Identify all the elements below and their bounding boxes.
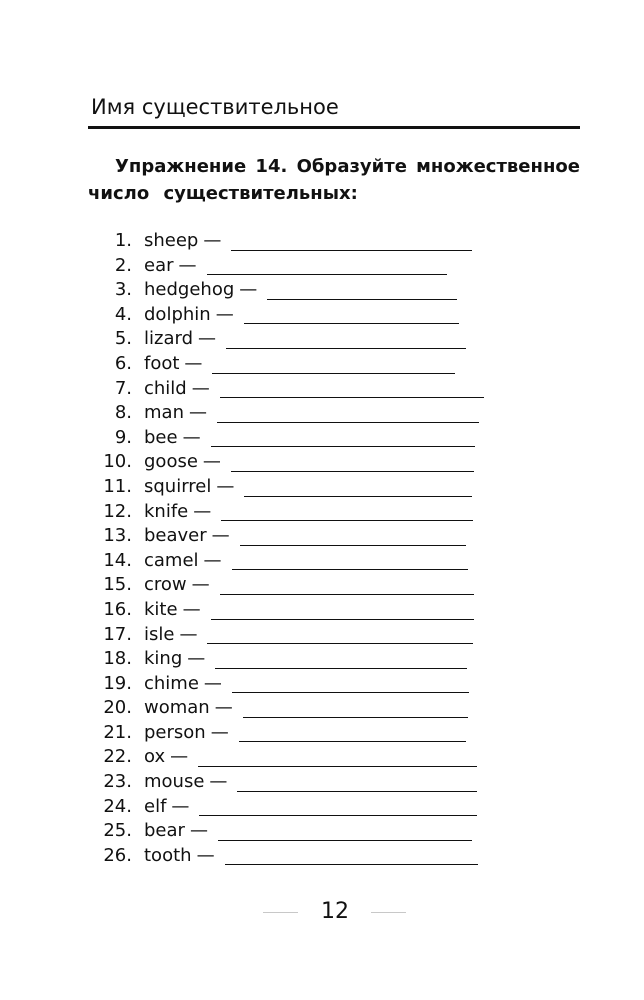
word-text: woman	[144, 697, 210, 719]
exercise-item	[90, 450, 490, 475]
item-word	[144, 229, 221, 254]
dash-separator: —	[216, 475, 235, 497]
answer-blank[interactable]	[215, 668, 467, 669]
word-text: ear	[144, 254, 174, 276]
dash-separator: —	[182, 426, 201, 448]
answer-blank[interactable]	[199, 815, 477, 816]
answer-blank[interactable]	[231, 250, 472, 251]
item-word	[144, 475, 234, 500]
dash-separator: —	[203, 230, 222, 251]
item-word	[144, 623, 197, 648]
word-text: tooth	[144, 844, 192, 866]
exercise-item	[90, 573, 490, 598]
word-text: king	[144, 648, 183, 670]
dash-separator: —	[179, 623, 198, 645]
page-number: 12	[321, 899, 349, 924]
item-number: 18.	[103, 648, 132, 670]
item-number: 12.	[103, 500, 132, 522]
item-word	[144, 549, 222, 574]
item-word	[144, 696, 233, 721]
instruction-word: Упражнение	[115, 156, 247, 177]
exercise-item	[90, 598, 490, 623]
item-number: 16.	[103, 598, 132, 620]
answer-blank[interactable]	[240, 545, 466, 546]
item-word	[144, 795, 189, 820]
item-number: 2.	[114, 254, 132, 276]
item-number: 15.	[103, 574, 132, 596]
header-rule	[88, 126, 580, 129]
exercise-item	[90, 352, 490, 377]
item-word	[144, 377, 210, 402]
item-word	[144, 500, 211, 525]
answer-blank[interactable]	[226, 348, 466, 349]
exercise-item	[90, 770, 490, 795]
item-word	[144, 647, 205, 672]
item-word	[144, 819, 208, 844]
answer-blank[interactable]	[221, 520, 473, 521]
item-word	[144, 278, 257, 303]
exercise-item	[90, 254, 490, 279]
answer-blank[interactable]	[211, 619, 474, 620]
exercise-instruction	[88, 153, 580, 207]
answer-blank[interactable]	[212, 373, 455, 374]
answer-blank[interactable]	[220, 594, 474, 595]
word-text: ox	[144, 746, 166, 768]
answer-blank[interactable]	[243, 717, 468, 718]
answer-blank[interactable]	[244, 323, 459, 324]
word-text: man	[144, 402, 184, 424]
item-number: 24.	[103, 795, 132, 817]
dash-separator: —	[191, 377, 210, 399]
item-number: 23.	[103, 771, 132, 793]
word-text: isle	[144, 623, 175, 645]
exercise-item	[90, 401, 490, 426]
exercise-item	[90, 844, 490, 869]
item-number: 26.	[103, 844, 132, 866]
item-word	[144, 450, 221, 475]
answer-blank[interactable]	[232, 569, 468, 570]
item-number: 10.	[103, 451, 132, 473]
item-word	[144, 327, 216, 352]
word-text: foot	[144, 352, 180, 374]
item-number: 21.	[103, 721, 132, 743]
item-number: 9.	[114, 426, 132, 448]
word-text: kite	[144, 598, 178, 620]
answer-blank[interactable]	[198, 766, 477, 767]
item-word	[144, 401, 207, 426]
word-text: person	[144, 721, 206, 743]
dash-separator: —	[178, 254, 197, 276]
word-text: crow	[144, 574, 187, 596]
item-number: 5.	[114, 328, 132, 350]
exercise-item	[90, 327, 490, 352]
answer-blank[interactable]	[207, 643, 473, 644]
dash-separator: —	[196, 844, 215, 866]
answer-blank[interactable]	[231, 471, 474, 472]
item-number: 19.	[103, 672, 132, 694]
dash-separator: —	[191, 574, 210, 596]
item-number: 1.	[114, 230, 132, 251]
dash-separator: —	[239, 279, 258, 301]
exercise-item	[90, 795, 490, 820]
word-text: lizard	[144, 328, 193, 350]
exercise-item	[90, 696, 490, 721]
exercise-item	[90, 819, 490, 844]
dash-separator: —	[214, 697, 233, 719]
item-number: 25.	[103, 820, 132, 842]
dash-separator: —	[209, 771, 228, 793]
dash-separator: —	[182, 598, 201, 620]
word-text: knife	[144, 500, 189, 522]
word-text: hedgehog	[144, 279, 235, 301]
footer-rule-right	[371, 912, 406, 913]
dash-separator: —	[210, 721, 229, 743]
exercise-item	[90, 721, 490, 746]
dash-separator: —	[193, 500, 212, 522]
exercise-item	[90, 524, 490, 549]
item-number: 20.	[103, 697, 132, 719]
item-word	[144, 844, 215, 869]
dash-separator: —	[171, 795, 190, 817]
item-word	[144, 352, 202, 377]
item-word	[144, 254, 197, 279]
item-word	[144, 770, 227, 795]
word-text: bee	[144, 426, 178, 448]
item-word	[144, 598, 201, 623]
exercise-item	[90, 672, 490, 697]
item-word	[144, 426, 201, 451]
instruction-word: 14.	[255, 156, 288, 177]
answer-blank[interactable]	[267, 299, 457, 300]
item-word	[144, 524, 230, 549]
dash-separator: —	[189, 820, 208, 842]
item-number: 8.	[114, 402, 132, 424]
exercise-item	[90, 278, 490, 303]
dash-separator: —	[184, 352, 203, 374]
answer-blank[interactable]	[211, 446, 475, 447]
dash-separator: —	[203, 549, 222, 571]
dash-separator: —	[170, 746, 189, 768]
dash-separator: —	[198, 328, 216, 350]
item-number: 6.	[114, 352, 132, 374]
item-word	[144, 745, 188, 770]
dash-separator: —	[188, 402, 207, 424]
item-number: 4.	[114, 303, 132, 325]
answer-blank[interactable]	[220, 397, 484, 398]
exercise-item	[90, 377, 490, 402]
dash-separator: —	[211, 525, 230, 547]
answer-blank[interactable]	[225, 864, 478, 865]
exercise-item	[90, 426, 490, 451]
item-number: 11.	[103, 475, 132, 497]
item-number: 17.	[103, 623, 132, 645]
item-word	[144, 573, 210, 598]
footer-rule-left	[263, 912, 298, 913]
exercise-item	[90, 475, 490, 500]
exercise-list	[90, 229, 490, 868]
exercise-item	[90, 549, 490, 574]
word-text: elf	[144, 795, 167, 817]
exercise-item	[90, 229, 490, 254]
dash-separator: —	[187, 648, 206, 670]
instruction-line-1	[88, 153, 580, 180]
item-number: 13.	[103, 525, 132, 547]
item-number: 7.	[114, 377, 132, 399]
instruction-word: множественное	[416, 156, 580, 177]
word-text: child	[144, 377, 187, 399]
answer-blank[interactable]	[244, 496, 472, 497]
word-text: goose	[144, 451, 198, 473]
exercise-item	[90, 745, 490, 770]
exercise-item	[90, 303, 490, 328]
word-text: bear	[144, 820, 185, 842]
dash-separator: —	[203, 672, 222, 694]
dash-separator: —	[215, 303, 234, 325]
page-footer	[0, 897, 644, 927]
word-text: chime	[144, 672, 199, 694]
word-text: beaver	[144, 525, 207, 547]
answer-blank[interactable]	[239, 741, 466, 742]
item-number: 3.	[114, 279, 132, 301]
item-word	[144, 672, 222, 697]
instruction-word: Образуйте	[296, 156, 407, 177]
answer-blank[interactable]	[232, 692, 469, 693]
answer-blank[interactable]	[217, 422, 479, 423]
running-header: Имя существительное	[91, 95, 339, 119]
word-text: mouse	[144, 771, 205, 793]
word-text: dolphin	[144, 303, 211, 325]
answer-blank[interactable]	[237, 791, 477, 792]
answer-blank[interactable]	[207, 274, 447, 275]
exercise-item	[90, 647, 490, 672]
word-text: squirrel	[144, 475, 212, 497]
exercise-item	[90, 500, 490, 525]
answer-blank[interactable]	[218, 840, 472, 841]
word-text: sheep	[144, 230, 199, 251]
item-number: 22.	[103, 746, 132, 768]
item-word	[144, 721, 229, 746]
item-word	[144, 303, 234, 328]
item-number: 14.	[103, 549, 132, 571]
word-text: camel	[144, 549, 199, 571]
instruction-line-2: число существительных:	[88, 183, 358, 204]
exercise-item	[90, 623, 490, 648]
dash-separator: —	[202, 451, 221, 473]
